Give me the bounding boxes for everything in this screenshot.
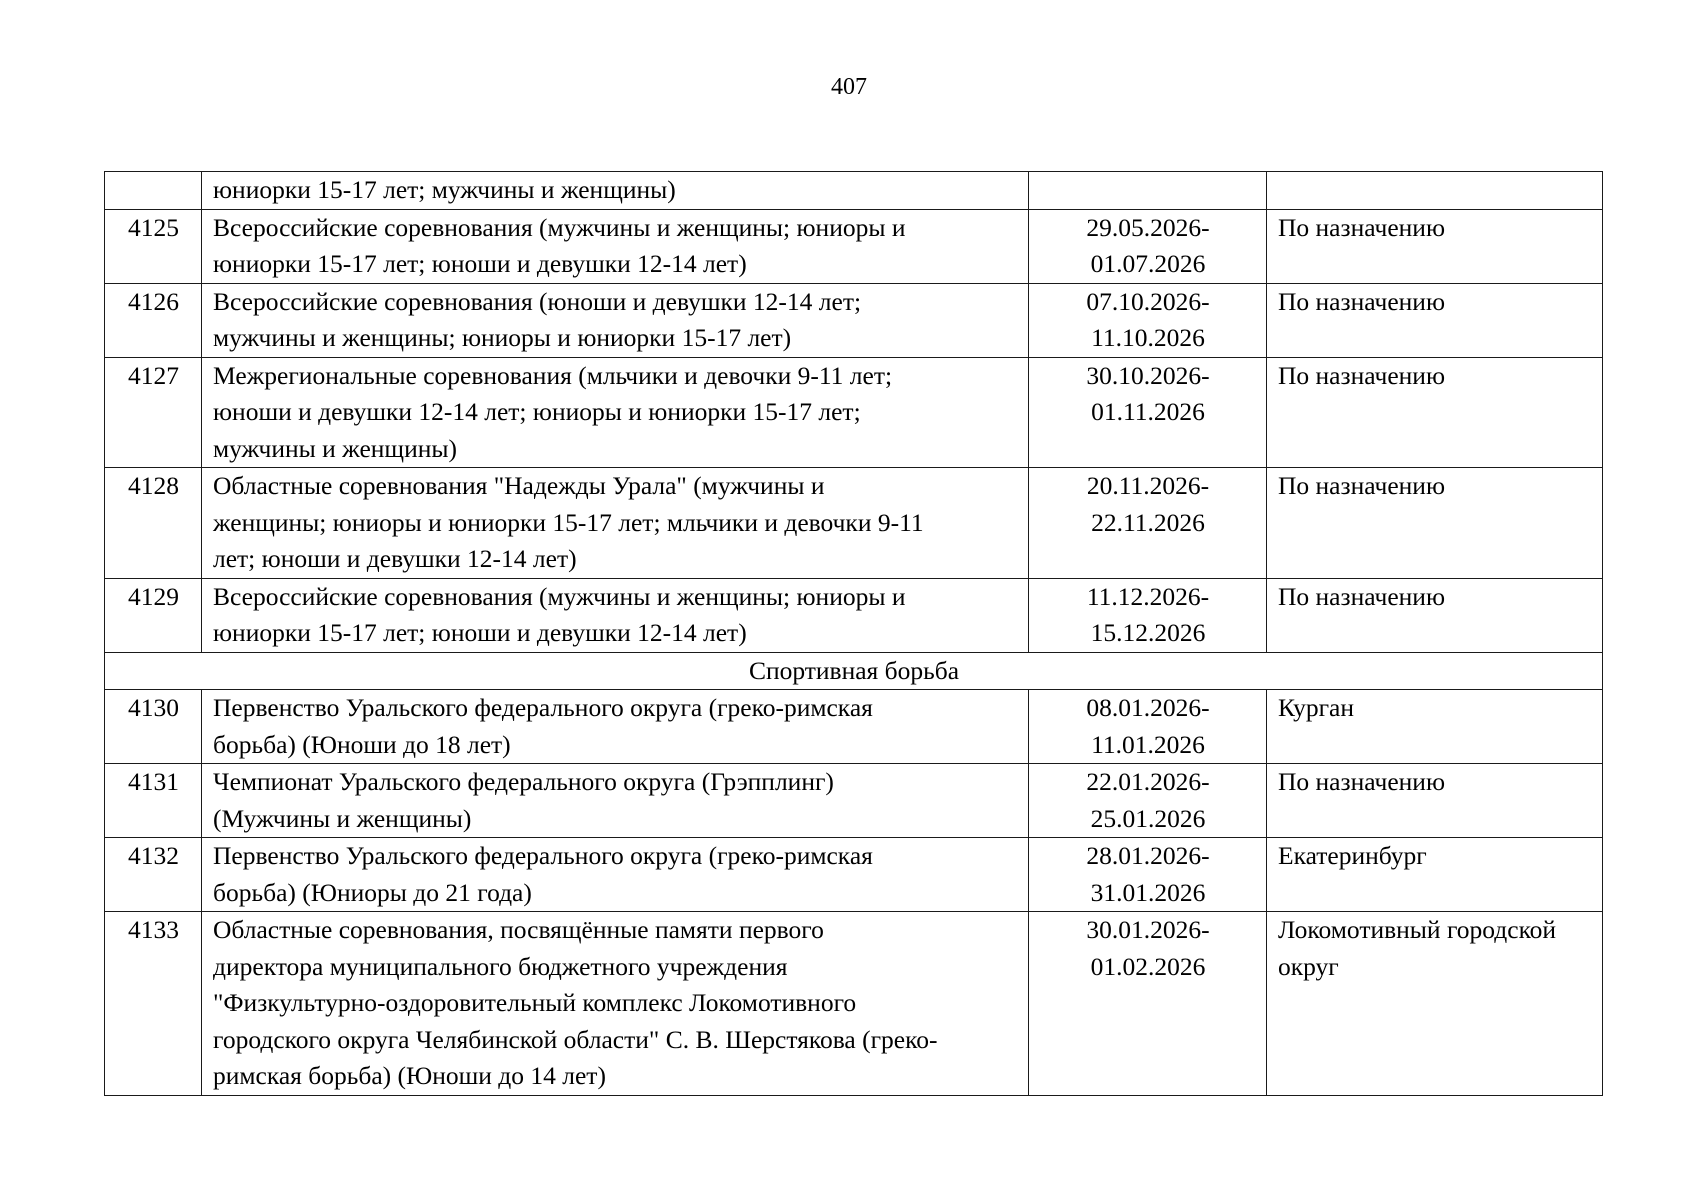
event-dates: 28.01.2026- 31.01.2026	[1029, 838, 1267, 912]
event-name: юниорки 15-17 лет; мужчины и женщины)	[202, 172, 1029, 210]
event-name: Первенство Уральского федерального округа (греко-римская борьба) (Юноши до 18 лет)	[202, 690, 1029, 764]
event-dates: 11.12.2026- 15.12.2026	[1029, 578, 1267, 652]
event-name: Чемпионат Уральского федерального округа (Грэпплинг) (Мужчины и женщины)	[202, 764, 1029, 838]
event-place: По назначению	[1267, 578, 1603, 652]
table-row	[105, 283, 1603, 357]
event-dates: 30.01.2026- 01.02.2026	[1029, 912, 1267, 1096]
event-place: По назначению	[1267, 764, 1603, 838]
event-dates: 08.01.2026- 11.01.2026	[1029, 690, 1267, 764]
event-number: 4132	[105, 838, 202, 912]
table-row	[105, 912, 1603, 1096]
event-number: 4129	[105, 578, 202, 652]
event-dates: 29.05.2026- 01.07.2026	[1029, 209, 1267, 283]
event-place	[1267, 172, 1603, 210]
event-dates: 20.11.2026- 22.11.2026	[1029, 468, 1267, 579]
event-number: 4128	[105, 468, 202, 579]
event-name: Всероссийские соревнования (юноши и девушки 12-14 лет; мужчины и женщины; юниоры и юниорки 15-17 лет)	[202, 283, 1029, 357]
table-row	[105, 690, 1603, 764]
table-row	[105, 172, 1603, 210]
event-name: Межрегиональные соревнования (мльчики и девочки 9-11 лет; юноши и девушки 12-14 лет; юниоры и юниорки 15-17 лет; мужчины и женщины)	[202, 357, 1029, 468]
event-name: Областные соревнования "Надежды Урала" (мужчины и женщины; юниоры и юниорки 15-17 лет; мльчики и девочки 9-11 лет; юноши и девушки 12-14 лет)	[202, 468, 1029, 579]
event-name: Первенство Уральского федерального округа (греко-римская борьба) (Юниоры до 21 года)	[202, 838, 1029, 912]
event-dates: 22.01.2026- 25.01.2026	[1029, 764, 1267, 838]
event-place: По назначению	[1267, 468, 1603, 579]
event-number: 4131	[105, 764, 202, 838]
event-place: Курган	[1267, 690, 1603, 764]
section-heading: Спортивная борьба	[105, 652, 1603, 690]
page-number: 407	[831, 74, 867, 100]
event-dates: 07.10.2026- 11.10.2026	[1029, 283, 1267, 357]
event-place: По назначению	[1267, 209, 1603, 283]
section-row	[105, 652, 1603, 690]
event-number	[105, 172, 202, 210]
events-table	[104, 171, 1603, 1096]
event-number: 4133	[105, 912, 202, 1096]
event-place: По назначению	[1267, 357, 1603, 468]
event-number: 4130	[105, 690, 202, 764]
table-row	[105, 764, 1603, 838]
event-name: Областные соревнования, посвящённые памяти первого директора муниципального бюджетного учреждения "Физкультурно-оздоровительный комплекс Локомотивного городского округа Челябинской области" С. В. Шерстякова (греко- римская борьба) (Юноши до 14 лет)	[202, 912, 1029, 1096]
table-row	[105, 357, 1603, 468]
event-dates	[1029, 172, 1267, 210]
event-name: Всероссийские соревнования (мужчины и женщины; юниоры и юниорки 15-17 лет; юноши и девушки 12-14 лет)	[202, 578, 1029, 652]
table-row	[105, 468, 1603, 579]
event-place: Локомотивный городской округ	[1267, 912, 1603, 1096]
table-row	[105, 838, 1603, 912]
event-dates: 30.10.2026- 01.11.2026	[1029, 357, 1267, 468]
event-number: 4126	[105, 283, 202, 357]
table-row	[105, 209, 1603, 283]
event-place: Екатеринбург	[1267, 838, 1603, 912]
event-number: 4125	[105, 209, 202, 283]
event-place: По назначению	[1267, 283, 1603, 357]
event-name: Всероссийские соревнования (мужчины и женщины; юниоры и юниорки 15-17 лет; юноши и девушки 12-14 лет)	[202, 209, 1029, 283]
table-row	[105, 578, 1603, 652]
event-number: 4127	[105, 357, 202, 468]
